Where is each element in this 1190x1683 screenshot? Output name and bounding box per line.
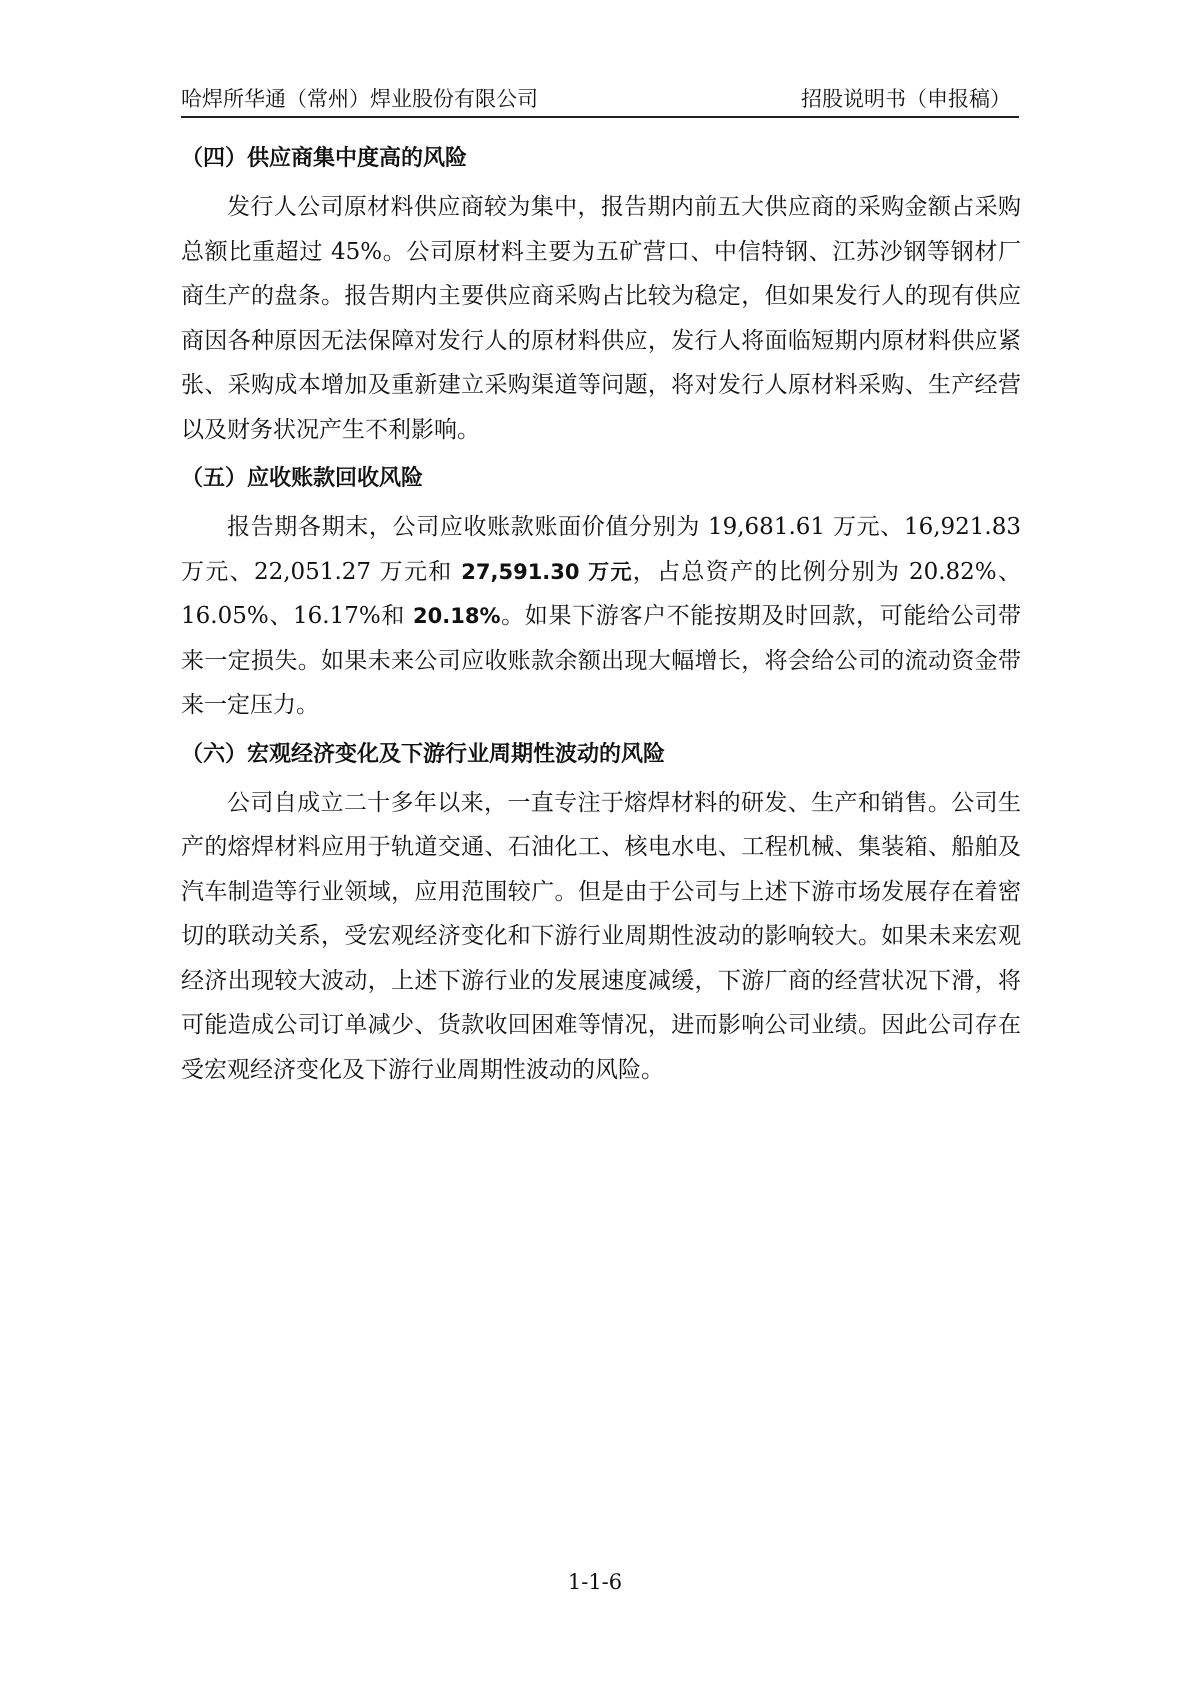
receivables-bold-amount: 27,591.30 万元 bbox=[461, 559, 633, 584]
section-heading-supplier-concentration: （四）供应商集中度高的风险 bbox=[181, 146, 468, 171]
header-company-name: 哈焊所华通（常州）焊业股份有限公司 bbox=[181, 87, 538, 111]
section-paragraph-supplier-concentration: 发行人公司原材料供应商较为集中，报告期内前五大供应商的采购金额占采购总额比重超过 45%。公司原材料主要为五矿营口、中信特钢、江苏沙钢等钢材厂商生产的盘条。报告期内主要供应商采购占比较为稳定，但如果发行人的现有供应商因各种原因无法保障对发行人的原材料供应，发行人将面临短期内原材料供应紧张、采购成本增加及重新建立采购渠道等问题，将对发行人原材料采购、生产经营以及财务状况产生不利影响。 bbox=[181, 194, 1021, 443]
receivables-text-part3: 。如果下游客户不能按期及时回款，可能给公司带来一定损失。如果未来公司应收账款余额出现大幅增长，将会给公司的流动资金带来一定压力。 bbox=[181, 603, 1021, 718]
receivables-bold-ratio: 20.18% bbox=[413, 604, 501, 628]
document-body bbox=[181, 137, 1021, 1097]
section-heading-receivables: （五）应收账款回收风险 bbox=[181, 466, 424, 491]
receivables-text-part2: ，占总资产的比例分别为 20.82%、16.05%、16.17%和 bbox=[181, 558, 1021, 629]
receivables-text-part1: 报告期各期末，公司应收账款账面价值分别为 19,681.61 万元、16,921.83 万元、22,051.27 万元和 bbox=[181, 514, 1021, 585]
section-paragraph-receivables bbox=[181, 505, 1021, 728]
section-heading-macro-economy: （六）宏观经济变化及下游行业周期性波动的风险 bbox=[181, 741, 666, 767]
section-paragraph-macro-economy: 公司自成立二十多年以来，一直专注于熔焊材料的研发、生产和销售。公司生产的熔焊材料应用于轨道交通、石油化工、核电水电、工程机械、集装箱、船舶及汽车制造等行业领域，应用范围较广。但是由于公司与上述下游市场发展存在着密切的联动关系，受宏观经济变化和下游行业周期性波动的影响较大。如果未来宏观经济出现较大波动，上述下游行业的发展速度减缓，下游厂商的经营状况下滑，将可能造成公司订单减少、货款收回困难等情况，进而影响公司业绩。因此公司存在受宏观经济变化及下游行业周期性波动的风险。 bbox=[181, 789, 1021, 1083]
page-number: 1-1-6 bbox=[567, 1570, 623, 1594]
header-document-type: 招股说明书（申报稿） bbox=[801, 87, 1011, 111]
page-header bbox=[181, 82, 1019, 118]
